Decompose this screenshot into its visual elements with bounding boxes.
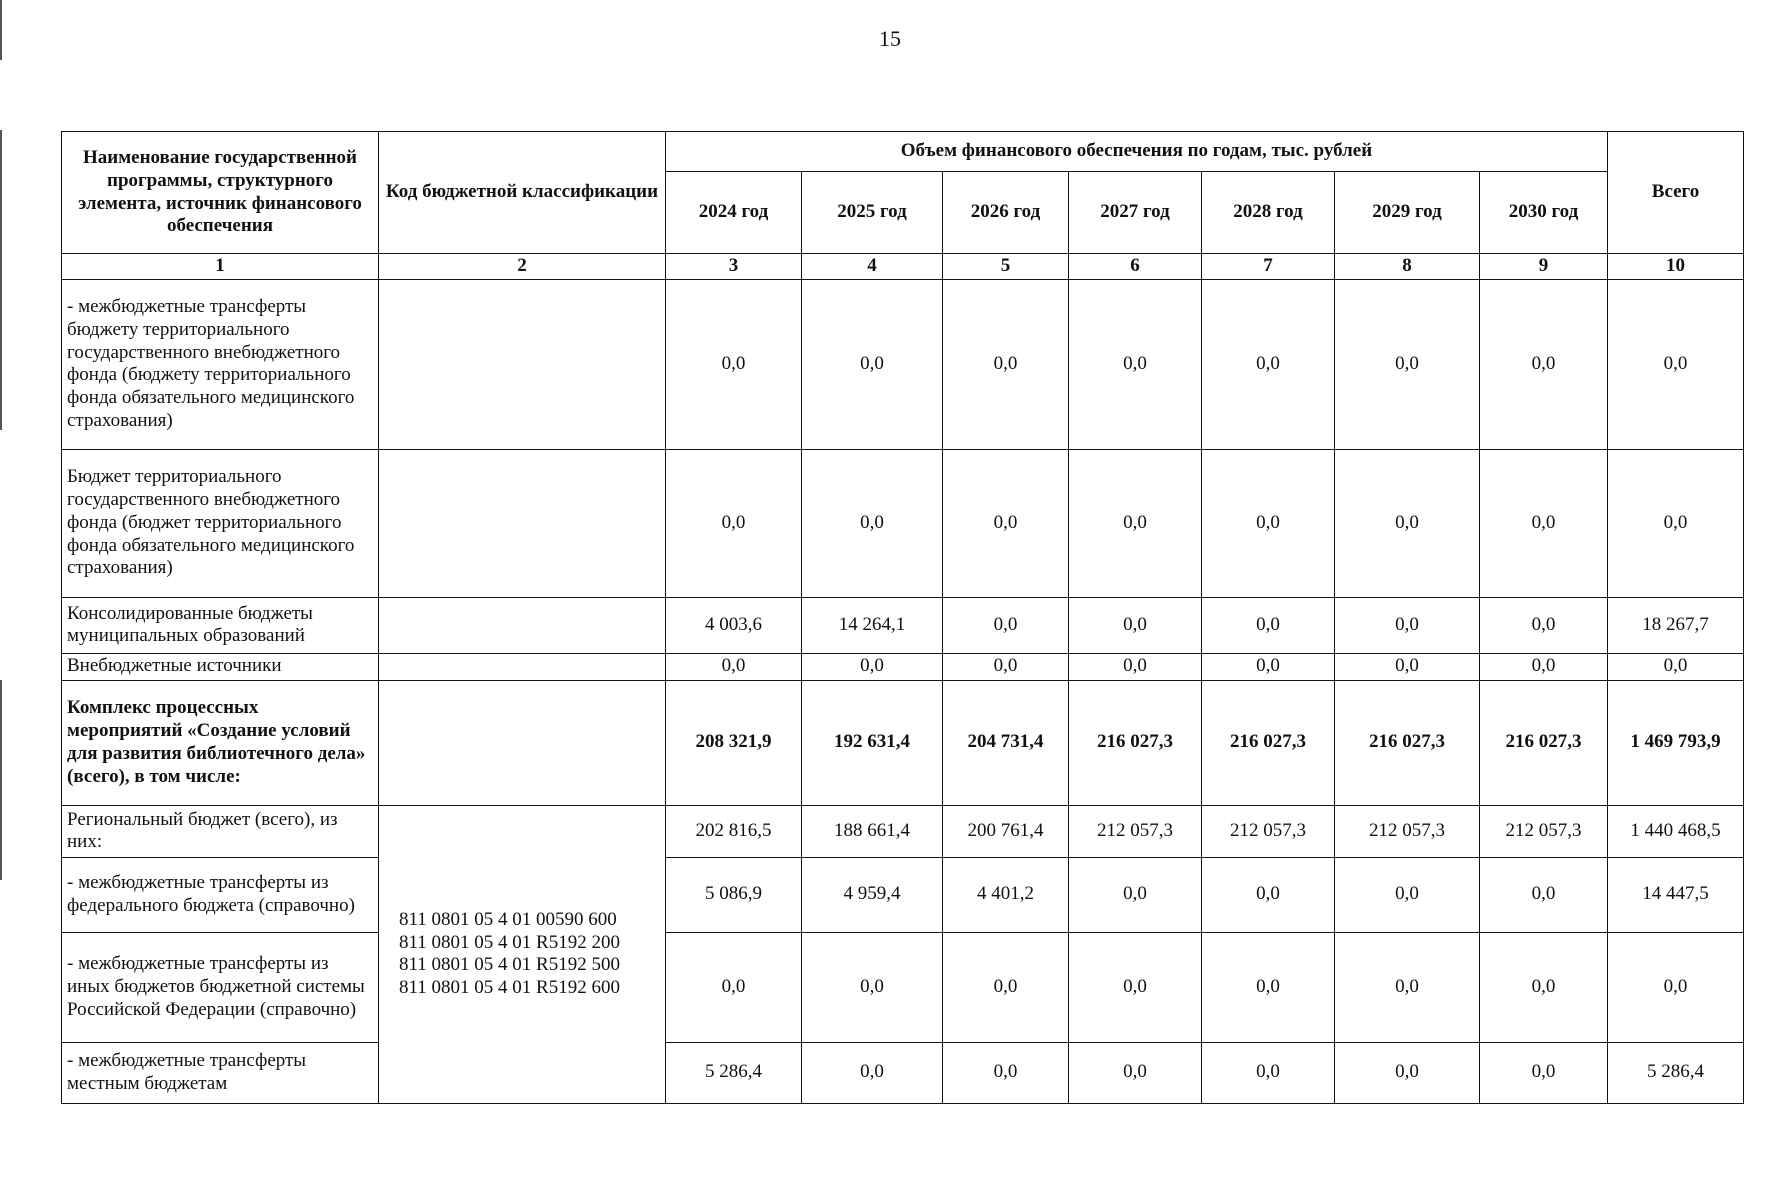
row-value: 0,0 — [1202, 932, 1335, 1042]
row-name: - межбюджетные трансферты бюджету территориального государственного внебюджетного фонда (бюджету территориального фонда обязательного медицинского страхования) — [62, 279, 379, 449]
row-total: 18 267,7 — [1608, 597, 1744, 653]
header-year: 2028 год — [1202, 172, 1335, 254]
row-name: Внебюджетные источники — [62, 653, 379, 680]
row-value: 204 731,4 — [943, 680, 1069, 805]
header-total: Всего — [1608, 132, 1744, 254]
row-value: 5 286,4 — [666, 1042, 802, 1103]
row-total: 1 469 793,9 — [1608, 680, 1744, 805]
row-value: 212 057,3 — [1335, 805, 1480, 857]
scan-edge-mark — [0, 680, 2, 880]
table-row — [62, 449, 1744, 597]
row-value: 0,0 — [943, 1042, 1069, 1103]
financing-table-wrapper — [61, 131, 1744, 1104]
row-value: 212 057,3 — [1069, 805, 1202, 857]
row-value: 0,0 — [943, 597, 1069, 653]
table-row — [62, 857, 1744, 932]
row-value: 5 086,9 — [666, 857, 802, 932]
row-value: 0,0 — [666, 279, 802, 449]
row-value: 4 959,4 — [802, 857, 943, 932]
row-name: Региональный бюджет (всего), из них: — [62, 805, 379, 857]
row-value: 0,0 — [1335, 279, 1480, 449]
header-code: Код бюджетной классификации — [379, 132, 666, 254]
header-year: 2026 год — [943, 172, 1069, 254]
column-index: 3 — [666, 254, 802, 280]
row-value: 0,0 — [666, 653, 802, 680]
row-value: 188 661,4 — [802, 805, 943, 857]
header-name: Наименование государственной программы, структурного элемента, источник финансового обеспечения — [62, 132, 379, 254]
table-row — [62, 279, 1744, 449]
row-code-empty — [379, 449, 666, 597]
row-name: Консолидированные бюджеты муниципальных образований — [62, 597, 379, 653]
row-total: 0,0 — [1608, 932, 1744, 1042]
row-value: 0,0 — [1480, 932, 1608, 1042]
row-value: 0,0 — [1335, 597, 1480, 653]
row-code-empty — [379, 597, 666, 653]
row-value: 0,0 — [666, 932, 802, 1042]
row-value: 0,0 — [1069, 1042, 1202, 1103]
row-total: 1 440 468,5 — [1608, 805, 1744, 857]
scan-edge-mark — [0, 130, 2, 430]
row-value: 212 057,3 — [1202, 805, 1335, 857]
row-value: 0,0 — [1202, 597, 1335, 653]
table-row — [62, 1042, 1744, 1103]
header-year: 2025 год — [802, 172, 943, 254]
row-code-empty — [379, 279, 666, 449]
row-value: 212 057,3 — [1480, 805, 1608, 857]
row-value: 0,0 — [1480, 279, 1608, 449]
header-years-group: Объем финансового обеспечения по годам, тыс. рублей — [666, 132, 1608, 172]
row-value: 216 027,3 — [1335, 680, 1480, 805]
header-year: 2030 год — [1480, 172, 1608, 254]
row-name: Бюджет территориального государственного внебюджетного фонда (бюджет территориального фонда обязательного медицинского страхования) — [62, 449, 379, 597]
row-total: 5 286,4 — [1608, 1042, 1744, 1103]
row-value: 0,0 — [1480, 653, 1608, 680]
row-value: 216 027,3 — [1069, 680, 1202, 805]
row-value: 0,0 — [802, 279, 943, 449]
row-value: 0,0 — [1335, 449, 1480, 597]
row-value: 14 264,1 — [802, 597, 943, 653]
row-total: 0,0 — [1608, 279, 1744, 449]
row-value: 0,0 — [1069, 449, 1202, 597]
row-name: - межбюджетные трансферты из иных бюджетов бюджетной системы Российской Федерации (справочно) — [62, 932, 379, 1042]
column-index: 10 — [1608, 254, 1744, 280]
row-total: 0,0 — [1608, 449, 1744, 597]
row-name: Комплекс процессных мероприятий «Создание условий для развития библиотечного дела» (всего), в том числе: — [62, 680, 379, 805]
table-row — [62, 653, 1744, 680]
row-value: 0,0 — [1069, 597, 1202, 653]
column-index: 4 — [802, 254, 943, 280]
row-value: 0,0 — [1202, 279, 1335, 449]
row-value: 192 631,4 — [802, 680, 943, 805]
row-value: 0,0 — [1480, 857, 1608, 932]
row-value: 0,0 — [1202, 1042, 1335, 1103]
table-row — [62, 932, 1744, 1042]
column-index: 2 — [379, 254, 666, 280]
row-value: 208 321,9 — [666, 680, 802, 805]
table-row — [62, 805, 1744, 857]
budget-codes: 811 0801 05 4 01 00590 600 811 0801 05 4 01 R5192 200 811 0801 05 4 01 R5192 500 811 0801 05 4 01 R5192 600 — [379, 805, 666, 1103]
row-value: 0,0 — [1202, 653, 1335, 680]
row-value: 0,0 — [943, 449, 1069, 597]
row-value: 0,0 — [1335, 857, 1480, 932]
row-value: 0,0 — [1335, 932, 1480, 1042]
column-index: 1 — [62, 254, 379, 280]
header-year: 2027 год — [1069, 172, 1202, 254]
row-value: 202 816,5 — [666, 805, 802, 857]
page-number: 15 — [879, 26, 901, 51]
row-value: 216 027,3 — [1480, 680, 1608, 805]
row-value: 0,0 — [1480, 449, 1608, 597]
row-code-empty — [379, 653, 666, 680]
column-index: 6 — [1069, 254, 1202, 280]
row-value: 0,0 — [943, 932, 1069, 1042]
column-index: 7 — [1202, 254, 1335, 280]
financing-table — [61, 131, 1744, 1104]
row-code-empty — [379, 680, 666, 805]
row-value: 0,0 — [1069, 932, 1202, 1042]
row-name: - межбюджетные трансферты из федерального бюджета (справочно) — [62, 857, 379, 932]
table-row — [62, 597, 1744, 653]
scan-edge-mark — [0, 0, 2, 60]
row-name: - межбюджетные трансферты местным бюджетам — [62, 1042, 379, 1103]
row-value: 0,0 — [666, 449, 802, 597]
row-value: 0,0 — [1202, 449, 1335, 597]
row-value: 0,0 — [802, 653, 943, 680]
row-value: 0,0 — [1202, 857, 1335, 932]
row-value: 0,0 — [943, 653, 1069, 680]
row-value: 0,0 — [1335, 1042, 1480, 1103]
row-value: 0,0 — [802, 449, 943, 597]
header-year: 2024 год — [666, 172, 802, 254]
row-value: 0,0 — [1069, 279, 1202, 449]
column-index: 8 — [1335, 254, 1480, 280]
column-index-row — [62, 254, 1744, 280]
row-value: 0,0 — [1069, 653, 1202, 680]
column-index: 9 — [1480, 254, 1608, 280]
row-value: 4 003,6 — [666, 597, 802, 653]
row-value: 0,0 — [1480, 597, 1608, 653]
column-index: 5 — [943, 254, 1069, 280]
row-value: 200 761,4 — [943, 805, 1069, 857]
row-value: 0,0 — [1069, 857, 1202, 932]
row-value: 0,0 — [1335, 653, 1480, 680]
row-value: 4 401,2 — [943, 857, 1069, 932]
row-value: 0,0 — [1480, 1042, 1608, 1103]
row-total: 14 447,5 — [1608, 857, 1744, 932]
row-value: 0,0 — [943, 279, 1069, 449]
table-row-complex-total — [62, 680, 1744, 805]
row-value: 0,0 — [802, 932, 943, 1042]
row-total: 0,0 — [1608, 653, 1744, 680]
row-value: 216 027,3 — [1202, 680, 1335, 805]
row-value: 0,0 — [802, 1042, 943, 1103]
header-year: 2029 год — [1335, 172, 1480, 254]
